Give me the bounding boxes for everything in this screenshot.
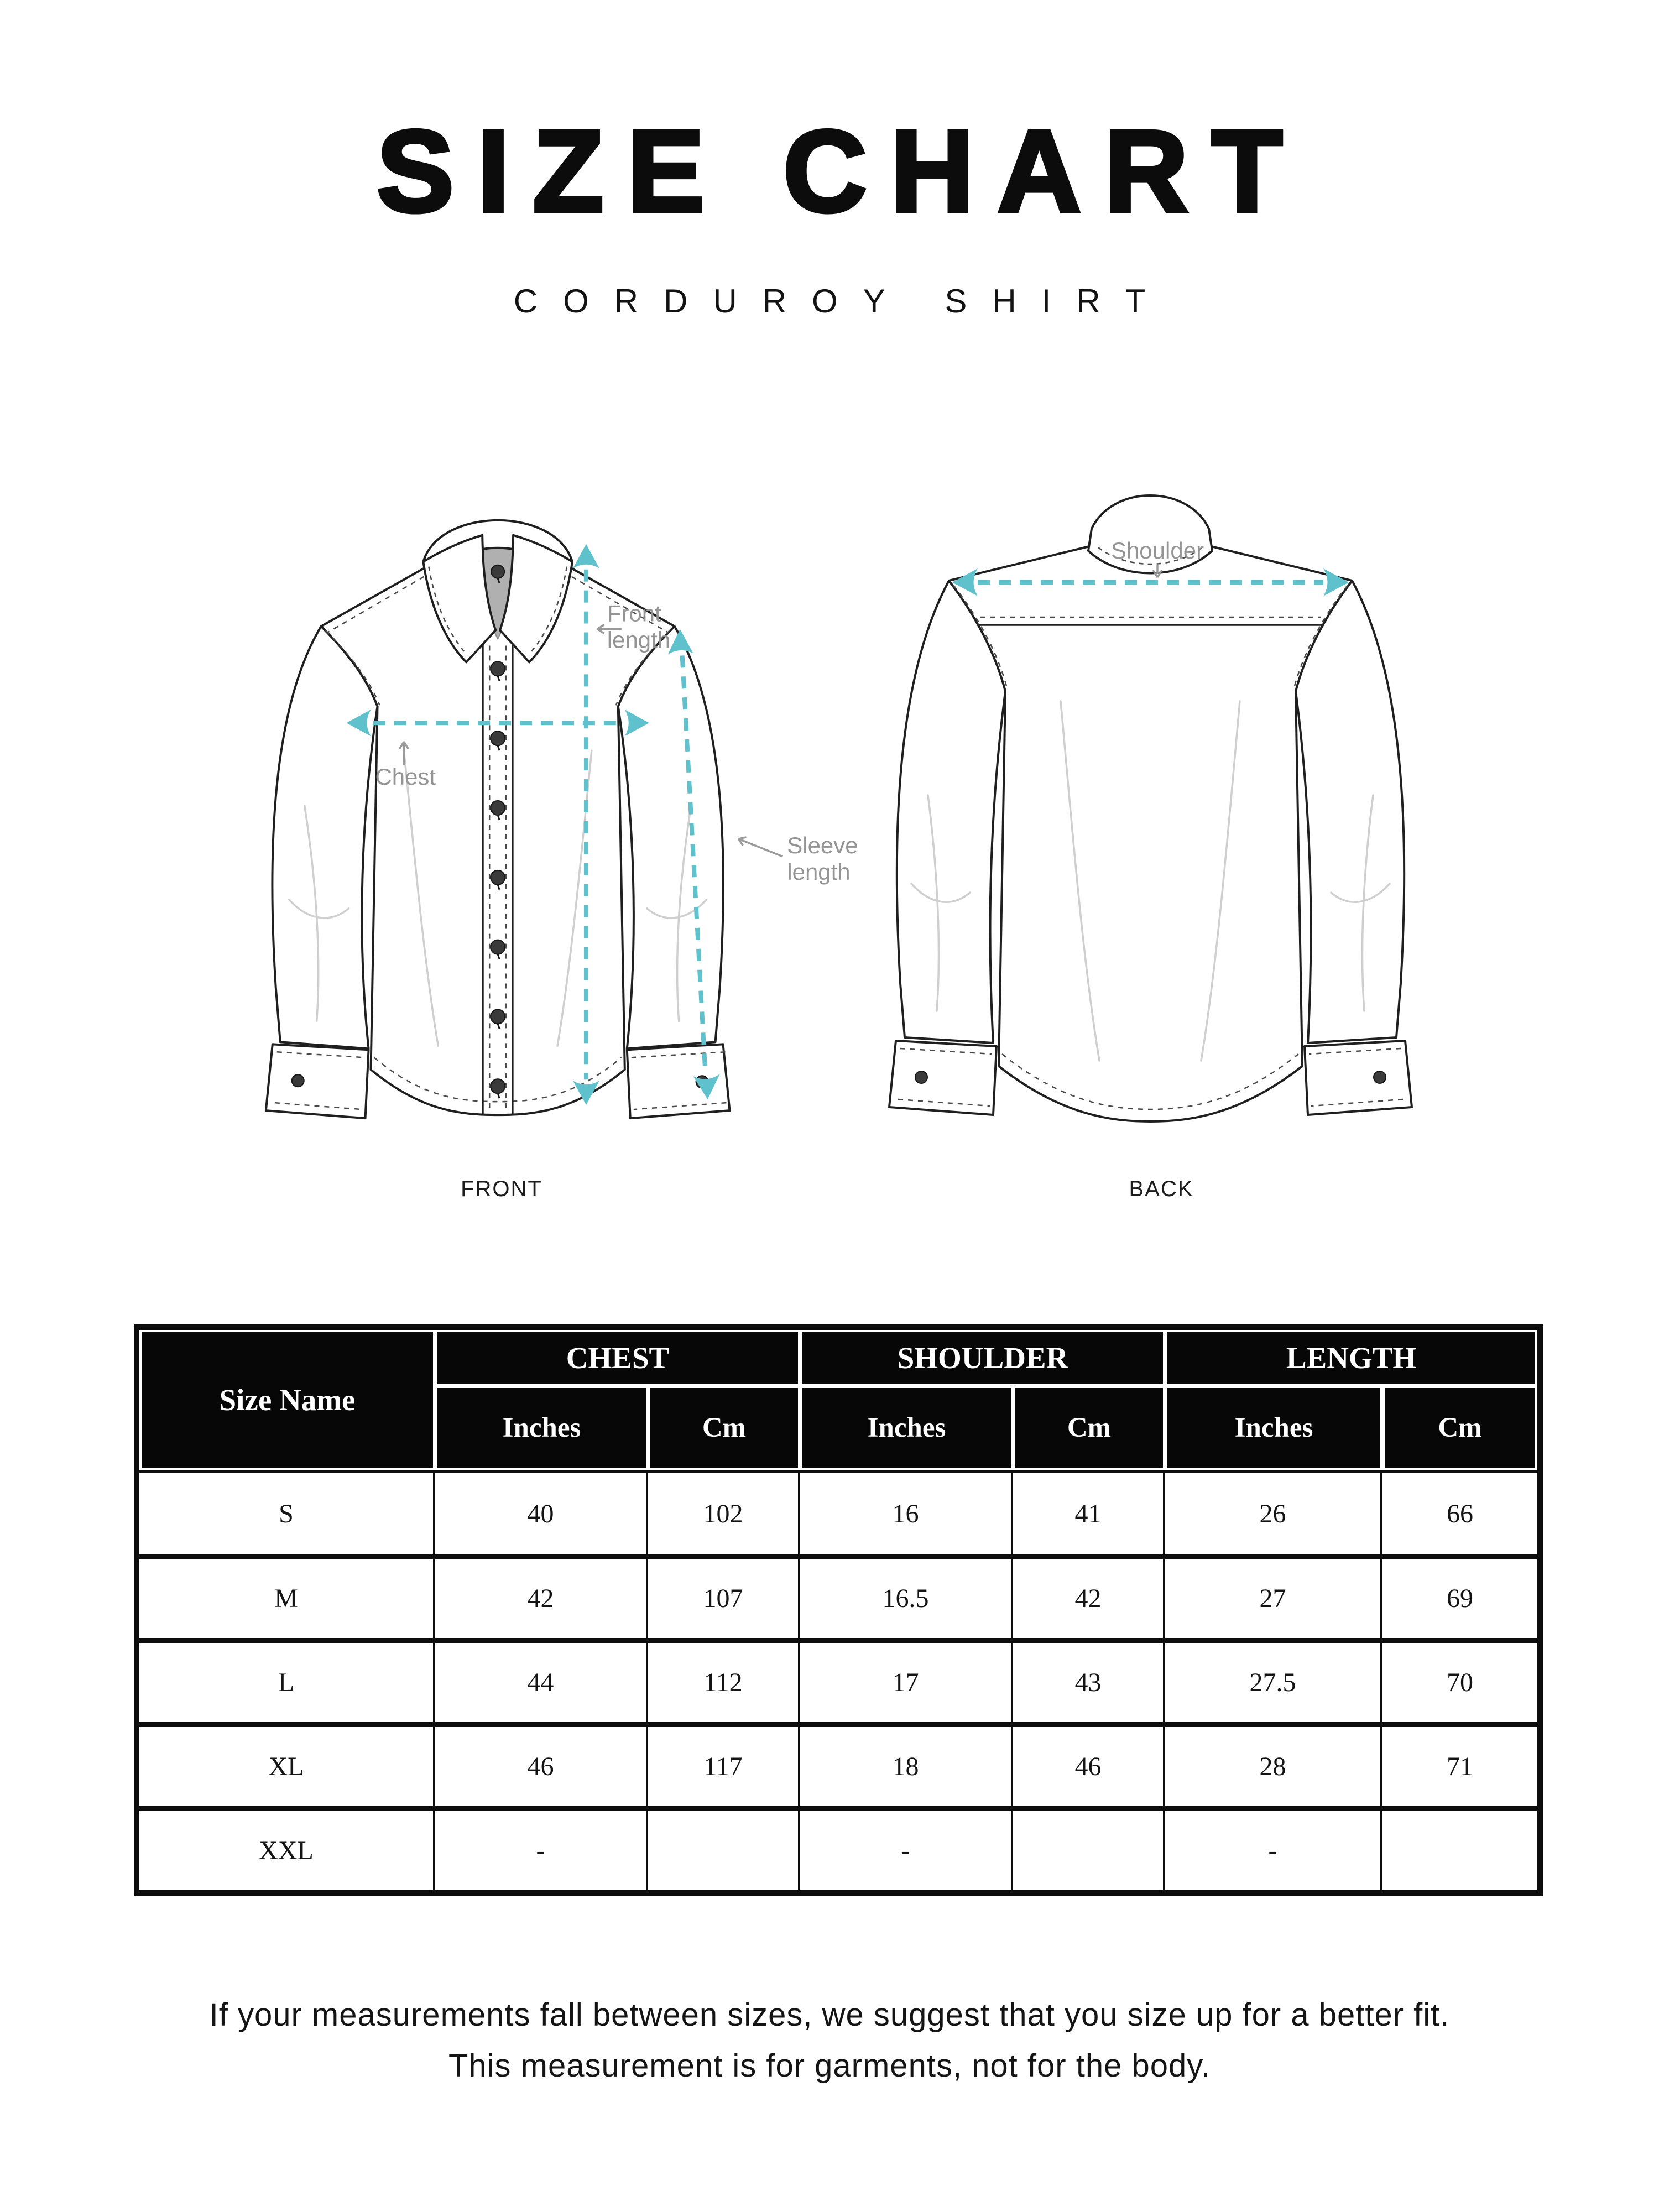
size-cell: L bbox=[139, 1638, 435, 1722]
chest-group-header: CHEST bbox=[435, 1330, 800, 1386]
shoulder-inches-header: Inches bbox=[800, 1386, 1013, 1470]
sleeve-length-label-line2: length bbox=[787, 858, 851, 885]
table-cell: 17 bbox=[800, 1638, 1013, 1722]
front-length-arrow-top bbox=[573, 544, 599, 568]
table-cell: - bbox=[435, 1806, 648, 1890]
table-cell: 46 bbox=[435, 1722, 648, 1806]
back-caption: BACK bbox=[1129, 1177, 1194, 1201]
table-cell: 102 bbox=[648, 1470, 800, 1554]
table-cell: 42 bbox=[435, 1554, 648, 1638]
back-left-sleeve bbox=[897, 581, 1005, 1043]
shoulder-group-header: SHOULDER bbox=[800, 1330, 1165, 1386]
table-cell: 69 bbox=[1383, 1554, 1537, 1638]
table-cell: 107 bbox=[648, 1554, 800, 1638]
table-cell: - bbox=[800, 1806, 1013, 1890]
back-right-sleeve bbox=[1296, 581, 1404, 1043]
table-row-m bbox=[139, 1554, 1537, 1638]
chest-inches-header: Inches bbox=[435, 1386, 648, 1470]
table-cell bbox=[1013, 1806, 1165, 1890]
table-group-header-row bbox=[139, 1330, 1537, 1386]
size-cell: XL bbox=[139, 1722, 435, 1806]
table-cell: 26 bbox=[1165, 1470, 1383, 1554]
size-cell: M bbox=[139, 1554, 435, 1638]
table-cell bbox=[1383, 1806, 1537, 1890]
page-subtitle: CORDUROY SHIRT bbox=[513, 283, 1171, 320]
front-left-cuff bbox=[266, 1044, 369, 1118]
table-cell: 42 bbox=[1013, 1554, 1165, 1638]
table-cell: 16.5 bbox=[800, 1554, 1013, 1638]
table-cell: 46 bbox=[1013, 1722, 1165, 1806]
size-cell: XXL bbox=[139, 1806, 435, 1890]
front-length-label-line1: Front bbox=[607, 600, 661, 627]
page-title: SIZE CHART bbox=[377, 106, 1306, 236]
table-cell: 66 bbox=[1383, 1470, 1537, 1554]
sleeve-length-pointer-arrow bbox=[738, 837, 782, 857]
table-cell: 18 bbox=[800, 1722, 1013, 1806]
footer-line-1: If your measurements fall between sizes, we suggest that you size up for a better fit. bbox=[209, 1997, 1450, 2033]
table-cell: 70 bbox=[1383, 1638, 1537, 1722]
front-length-label-line2: length bbox=[607, 627, 671, 653]
shoulder-label: Shoulder bbox=[1110, 538, 1204, 564]
sleeve-length-label-line1: Sleeve bbox=[787, 832, 858, 858]
table-cell: 28 bbox=[1165, 1722, 1383, 1806]
table-cell: 27 bbox=[1165, 1554, 1383, 1638]
footer-note bbox=[0, 1997, 1659, 2099]
length-group-header: LENGTH bbox=[1165, 1330, 1537, 1386]
table-cell: 112 bbox=[648, 1638, 800, 1722]
table-cell: 44 bbox=[435, 1638, 648, 1722]
table-row-xxl bbox=[139, 1806, 1537, 1890]
length-cm-header: Cm bbox=[1383, 1386, 1537, 1470]
size-cell: S bbox=[139, 1470, 435, 1554]
front-caption: FRONT bbox=[461, 1177, 542, 1201]
table-row-l bbox=[139, 1638, 1537, 1722]
size-table bbox=[134, 1324, 1543, 1896]
table-cell: 40 bbox=[435, 1470, 648, 1554]
footer-line-2: This measurement is for garments, not for the body. bbox=[448, 2047, 1211, 2084]
table-cell: 27.5 bbox=[1165, 1638, 1383, 1722]
table-cell: 41 bbox=[1013, 1470, 1165, 1554]
back-left-cuff bbox=[889, 1041, 997, 1115]
table-cell: 16 bbox=[800, 1470, 1013, 1554]
table-cell: 71 bbox=[1383, 1722, 1537, 1806]
chest-label: Chest bbox=[375, 764, 436, 790]
front-shirt-diagram bbox=[238, 463, 874, 1159]
table-cell bbox=[648, 1806, 800, 1890]
table-cell: 43 bbox=[1013, 1638, 1165, 1722]
table-row-xl bbox=[139, 1722, 1537, 1806]
front-left-sleeve bbox=[272, 627, 377, 1049]
shoulder-cm-header: Cm bbox=[1013, 1386, 1165, 1470]
back-shirt-diagram bbox=[878, 463, 1482, 1159]
length-inches-header: Inches bbox=[1165, 1386, 1383, 1470]
chest-cm-header: Cm bbox=[648, 1386, 800, 1470]
back-right-cuff bbox=[1305, 1041, 1412, 1115]
table-cell: - bbox=[1165, 1806, 1383, 1890]
table-cell: 117 bbox=[648, 1722, 800, 1806]
front-right-sleeve bbox=[618, 627, 723, 1049]
size-name-header: Size Name bbox=[139, 1330, 435, 1470]
table-row-s bbox=[139, 1470, 1537, 1554]
